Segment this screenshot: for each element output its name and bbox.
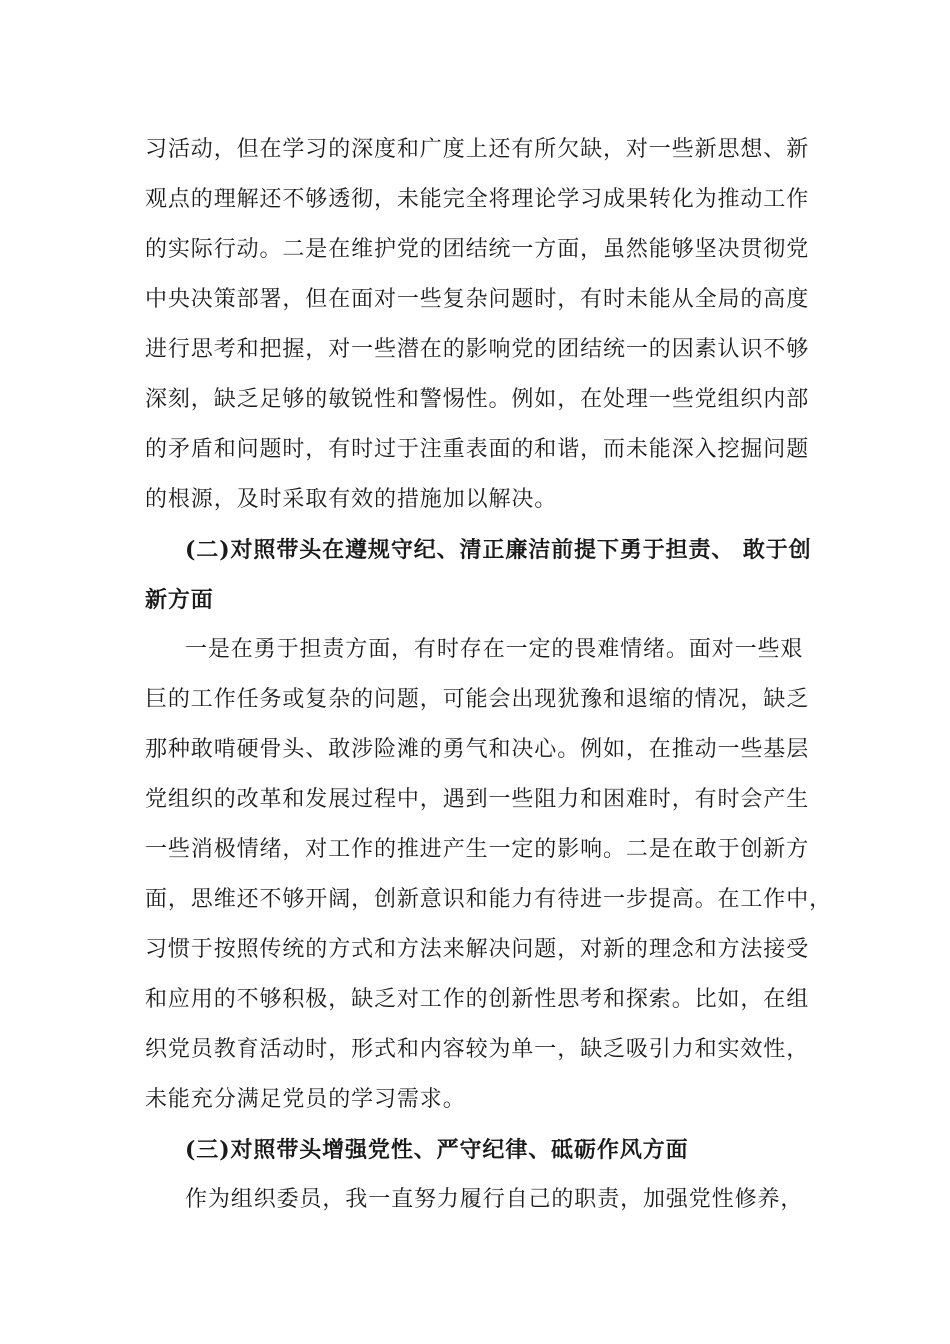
- paragraph-line: 作为组织委员，我一直努力履行自己的职责，加强党性修养，: [185, 1187, 804, 1212]
- paragraph-line: 中央决策部署，但在面对一些复杂问题时，有时未能从全局的高度: [145, 287, 810, 312]
- paragraph-line: 的根源，及时采取有效的措施加以解决。: [145, 487, 558, 512]
- paragraph-line: 巨的工作任务或复杂的问题，可能会出现犹豫和退缩的情况，缺乏: [145, 687, 810, 712]
- section-heading: (三)对照带头增强党性、严守纪律、砥砺作风方面: [185, 1137, 689, 1163]
- paragraph-line: 观点的理解还不够透彻，未能完全将理论学习成果转化为推动工作: [145, 187, 810, 212]
- paragraph-line: 习活动，但在学习的深度和广度上还有所欠缺，对一些新思想、新: [145, 137, 810, 162]
- paragraph-line: 未能充分满足党员的学习需求。: [145, 1087, 466, 1112]
- paragraph-line: 进行思考和把握，对一些潜在的影响党的团结统一的因素认识不够: [145, 337, 810, 362]
- paragraph-line: 面，思维还不够开阔，创新意识和能力有待进一步提高。在工作中，: [145, 887, 833, 912]
- paragraph-line: 的矛盾和问题时，有时过于注重表面的和谐，而未能深入挖掘问题: [145, 437, 810, 462]
- paragraph-line: 一些消极情绪，对工作的推进产生一定的影响。二是在敢于创新方: [145, 837, 810, 862]
- section-heading: (二)对照带头在遵规守纪、清正廉洁前提下勇于担责、 敢于创: [185, 537, 812, 563]
- paragraph-line: 习惯于按照传统的方式和方法来解决问题，对新的理念和方法接受: [145, 937, 810, 962]
- section-heading-continued: 新方面: [145, 587, 214, 613]
- paragraph-line: 那种敢啃硬骨头、敢涉险滩的勇气和决心。例如，在推动一些基层: [145, 737, 810, 762]
- paragraph-line: 织党员教育活动时，形式和内容较为单一，缺乏吸引力和实效性，: [145, 1037, 810, 1062]
- paragraph-line: 一是在勇于担责方面，有时存在一定的畏难情绪。面对一些艰: [185, 637, 804, 662]
- paragraph-line: 深刻，缺乏足够的敏锐性和警惕性。例如，在处理一些党组织内部: [145, 387, 810, 412]
- paragraph-line: 和应用的不够积极，缺乏对工作的创新性思考和探索。比如，在组: [145, 987, 810, 1012]
- paragraph-line: 党组织的改革和发展过程中，遇到一些阻力和困难时，有时会产生: [145, 787, 810, 812]
- paragraph-line: 的实际行动。二是在维护党的团结统一方面，虽然能够坚决贯彻党: [145, 237, 810, 262]
